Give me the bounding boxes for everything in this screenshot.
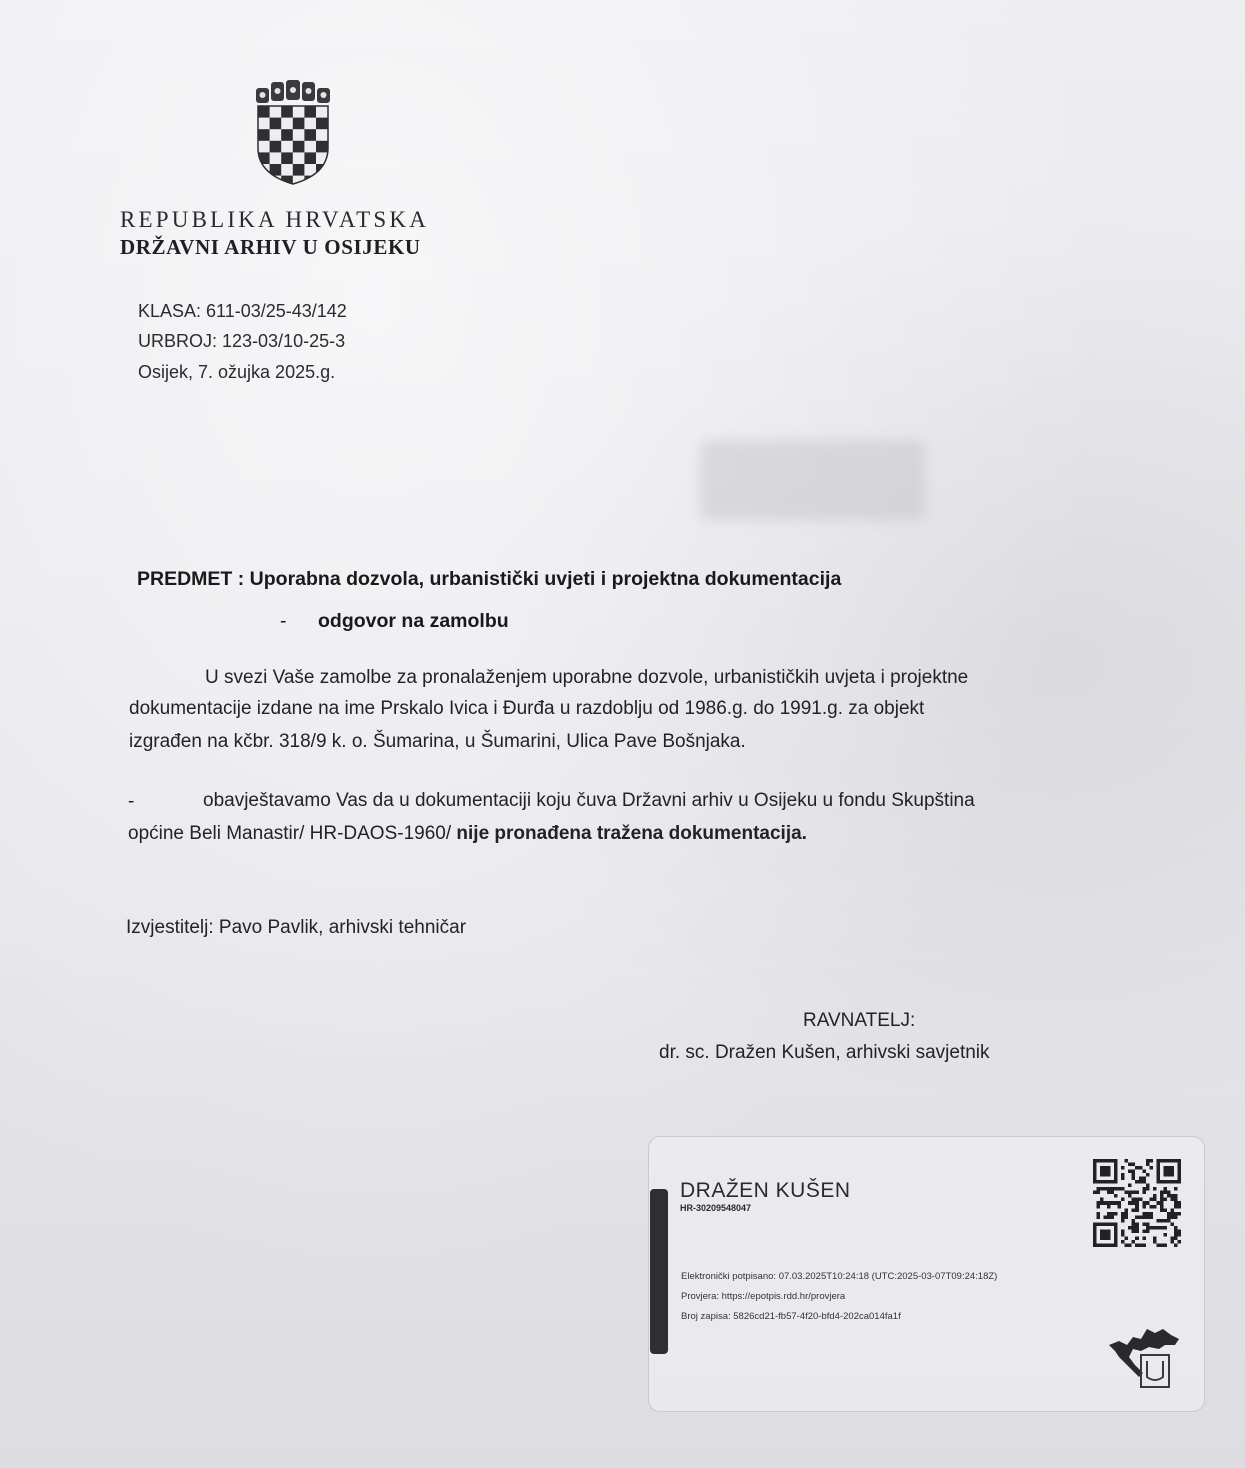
- signature-name: dr. sc. Dražen Kušen, arhivski savjetnik: [659, 1042, 990, 1063]
- stamp-signer-name: DRAŽEN KUŠEN: [680, 1179, 851, 1202]
- subject-subline: [280, 610, 509, 633]
- paragraph2-line2: [128, 823, 807, 845]
- redacted-address: [700, 440, 925, 520]
- stamp-bar: [650, 1189, 668, 1354]
- not-found-statement: nije pronađena tražena dokumentacija.: [456, 823, 807, 844]
- institution-header: DRŽAVNI ARHIV U OSIJEKU: [120, 235, 421, 259]
- paragraph2-line2-text: općine Beli Manastir/ HR-DAOS-1960/: [128, 823, 457, 844]
- paragraph2-dash: -: [128, 791, 135, 812]
- subject-line: PREDMET : Uporabna dozvola, urbanistički uvjeti i projektna dokumentacija: [137, 568, 842, 590]
- stamp-record-number: Broj zapisa: 5826cd21-fb57-4f20-bfd4-202ca014fa1f: [681, 1311, 901, 1322]
- stamp-verify-url: Provjera: https://epotpis.rdd.hr/provjera: [681, 1291, 846, 1302]
- stamp-signed-timestamp: Elektronički potpisano: 07.03.2025T10:24:18 (UTC:2025-03-07T09:24:18Z): [681, 1271, 998, 1282]
- paragraph2-line1: obavještavamo Vas da u dokumentaciji koju čuva Državni arhiv u Osijeku u fondu Skupština: [203, 790, 975, 811]
- qr-code-icon: [1093, 1159, 1181, 1247]
- signature-title: RAVNATELJ:: [803, 1010, 916, 1031]
- reporter-line: Izvjestitelj: Pavo Pavlik, arhivski tehničar: [126, 917, 467, 938]
- croatia-map-icon: [1105, 1315, 1183, 1393]
- stamp-signer-id: HR-30209548047: [680, 1203, 752, 1213]
- paragraph1-line2: dokumentacije izdane na ime Prskalo Ivica i Đurđa u razdoblju od 1986.g. do 1991.g. za objekt: [129, 698, 925, 719]
- coat-of-arms-icon: [252, 78, 334, 186]
- country-header: REPUBLIKA HRVATSKA: [120, 207, 430, 232]
- urbroj-number: URBROJ: 123-03/10-25-3: [138, 331, 346, 351]
- klasa-number: KLASA: 611-03/25-43/142: [138, 301, 347, 321]
- paragraph1-line1: U svezi Vaše zamolbe za pronalaženjem uporabne dozvole, urbanističkih uvjeta i projektne: [205, 667, 969, 688]
- subject-subline-text: odgovor na zamolbu: [318, 610, 509, 632]
- e-signature-stamp: [648, 1136, 1205, 1412]
- subject-dash: -: [280, 610, 287, 632]
- paragraph1-line3: izgrađen na kčbr. 318/9 k. o. Šumarina, u Šumarini, Ulica Pave Bošnjaka.: [129, 731, 746, 752]
- place-date: Osijek, 7. ožujka 2025.g.: [138, 362, 336, 382]
